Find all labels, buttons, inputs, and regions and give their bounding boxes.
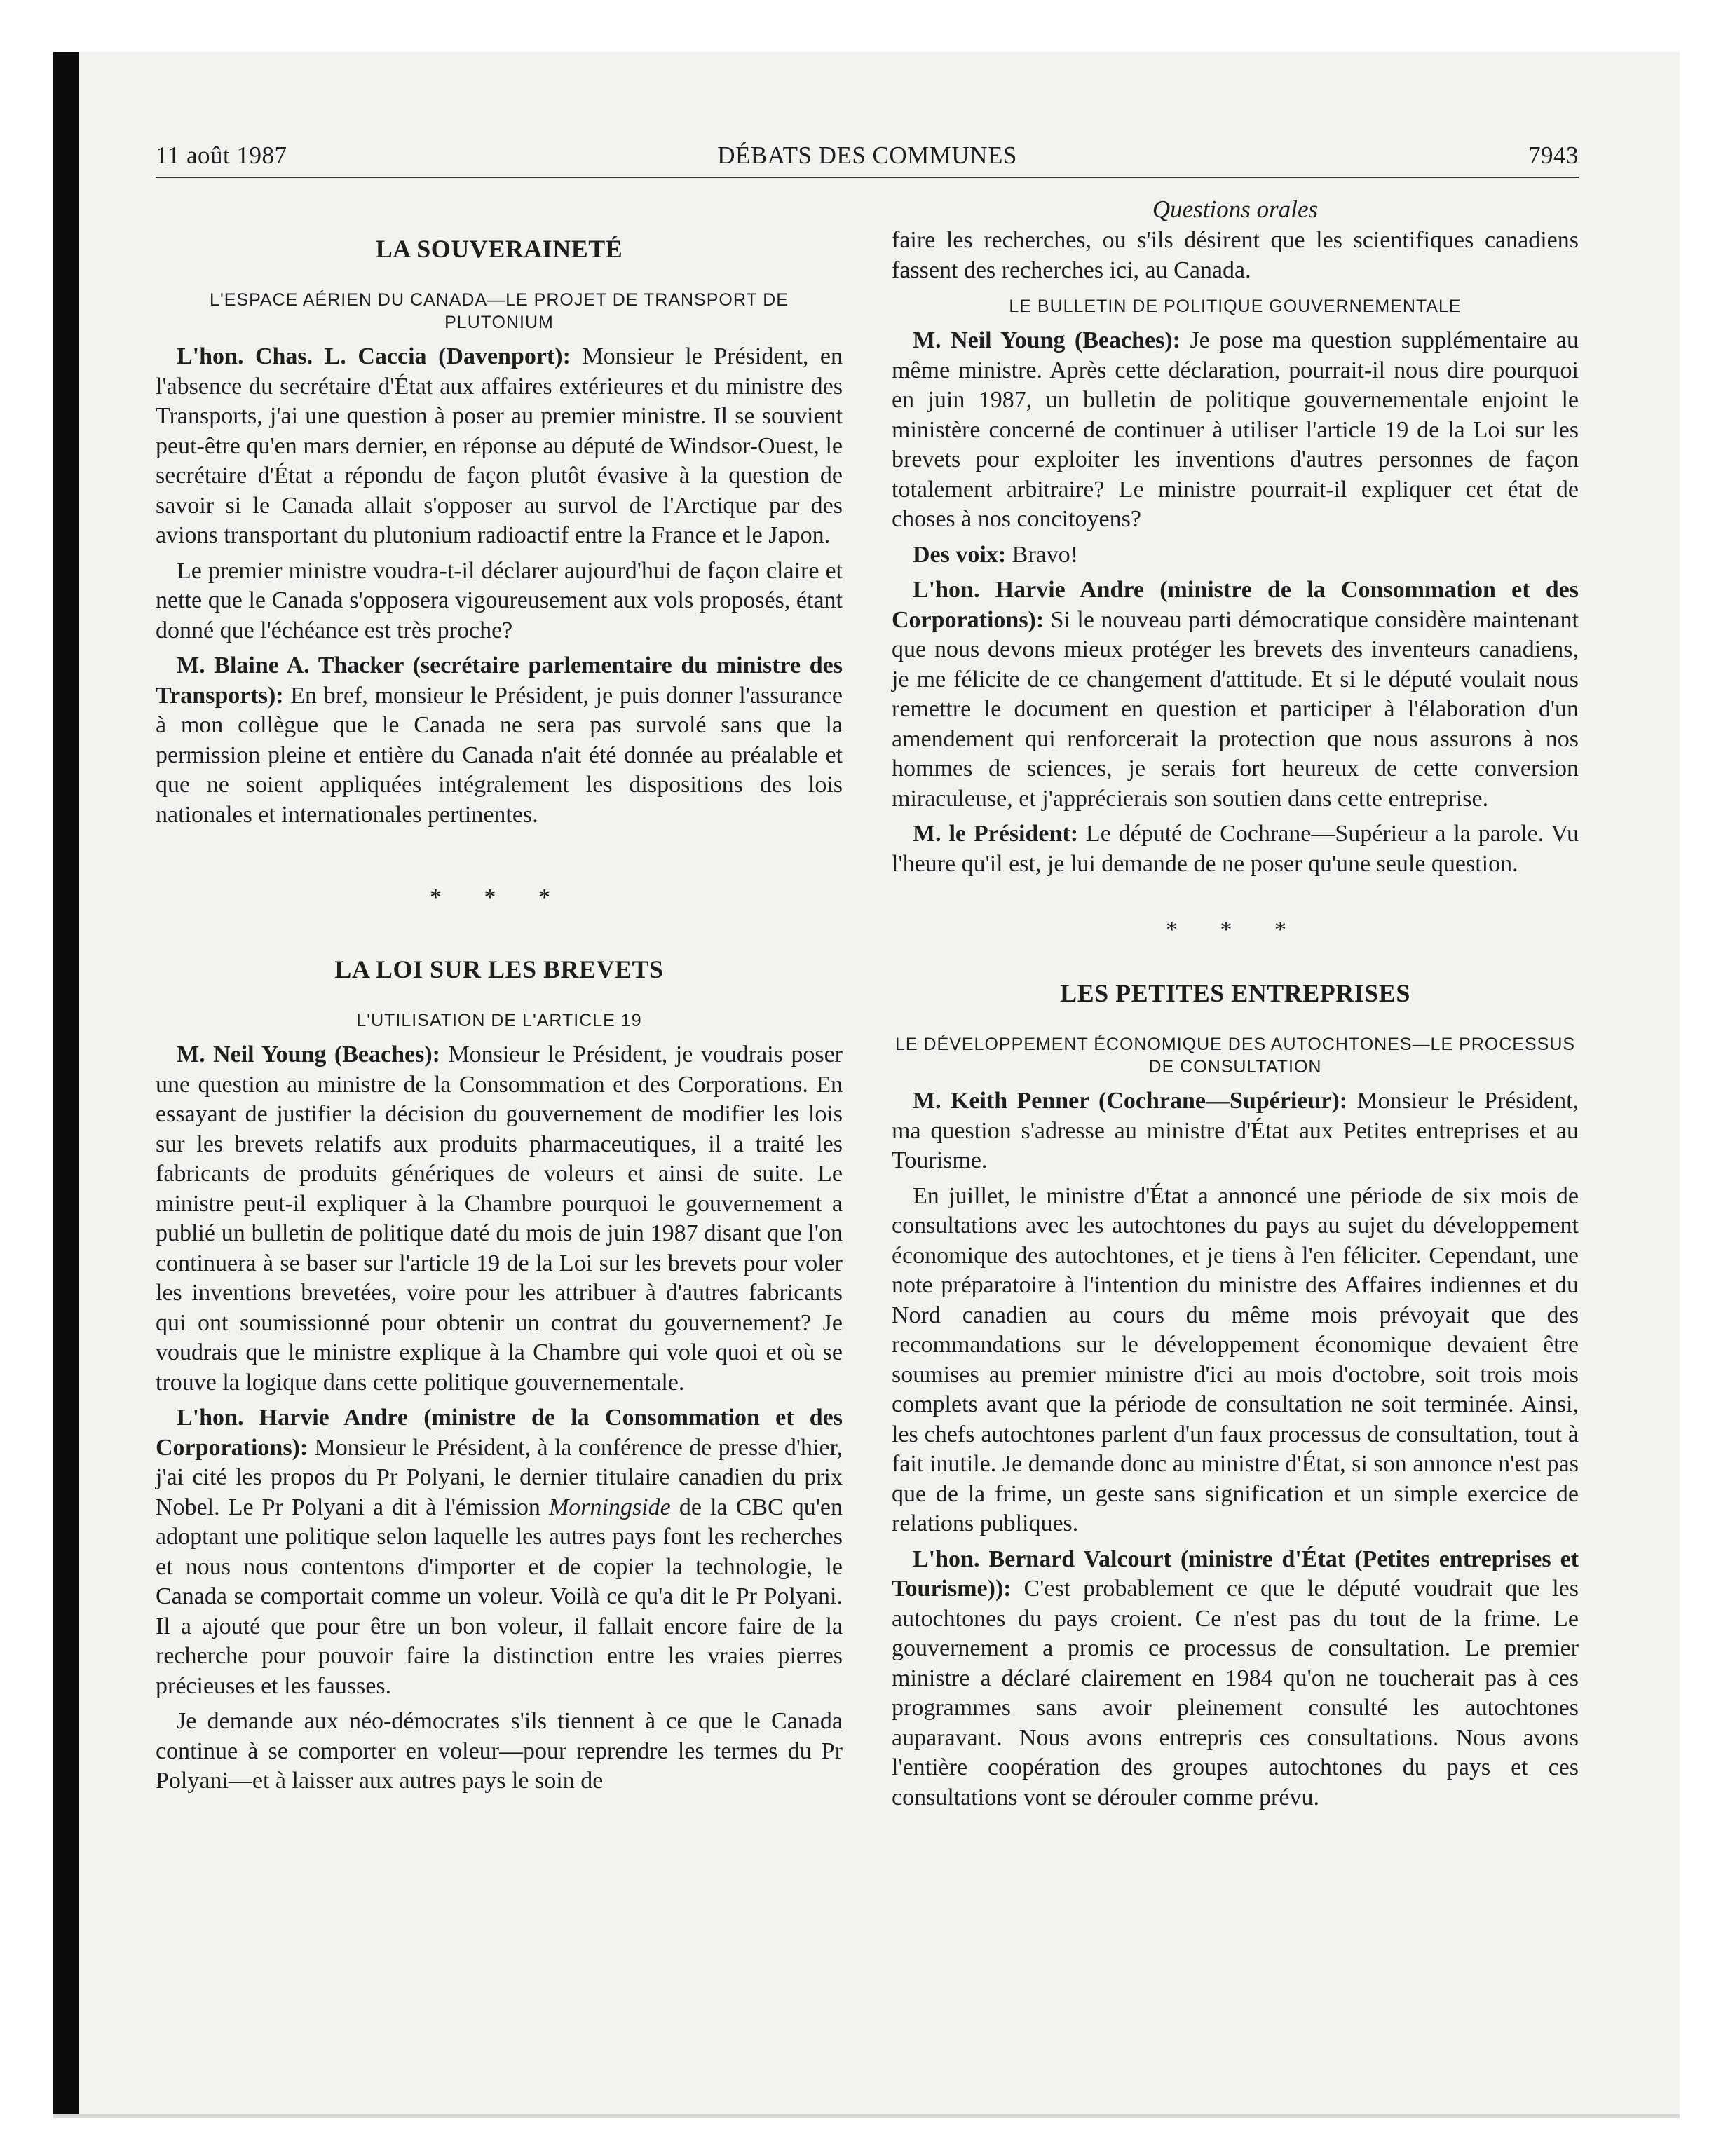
paragraph-juillet [892, 1182, 1579, 1539]
section-title-petites-entreprises: LES PETITES ENTREPRISES [1060, 979, 1410, 1007]
paragraph-text: Le premier ministre voudra-t-il déclarer aujourd'hui de façon claire et nette que le Canada s'opposera vigoureusement aux vols proposés, étant donné que l'échéance est très proche? [156, 557, 843, 643]
paragraph-text: Monsieur le Président, à la conférence de presse d'hier, j'ai cité les propos du Pr Polyani, le dernier titulaire canadien du prix Nobel. Le Pr Polyani a dit à l'émission [156, 1434, 843, 1520]
subtitle-espace-aerien: L'ESPACE AÉRIEN DU CANADA—LE PROJET DE TRANSPORT DE PLUTONIUM [210, 290, 789, 332]
speaker-name: L'hon. Harvie Andre (ministre de la Consommation et des Corporations): [156, 1405, 843, 1461]
speaker-name: M. Neil Young (Beaches): [913, 327, 1181, 353]
paragraph-andre-reponse [892, 575, 1579, 814]
paragraph-text: Je demande aux néo-démocrates s'ils tiennent à ce que le Canada continue à se comporter en voleur—pour reprendre les termes du Pr Polyani—et à laisser aux autres pays le soin de [156, 1708, 843, 1794]
paragraph-text: C'est probablement ce que le député voudrait que les autochtones du pays croient. Ce n'est pas du tout de la frime. Le gouvernement a promis ce processus de consultation. Le premier ministre a déclaré clairement en 1984 qu'on ne toucherait pas à ces programmes sans avoir pleinement consulté les autochtones auparavant. Nous avons entrepris ces consultations. Nous avons l'entière coopération des groupes autochtones du pays et ces consultations vont se dérouler comme prévu. [892, 1576, 1579, 1810]
scan-bottom-edge [53, 2114, 1680, 2118]
speaker-name: M. Keith Penner (Cochrane—Supérieur): [913, 1088, 1348, 1114]
subtitle-developpement: LE DÉVELOPPEMENT ÉCONOMIQUE DES AUTOCHTONES—LE PROCESSUS DE CONSULTATION [894, 1035, 1576, 1077]
paragraph-valcourt [892, 1545, 1579, 1813]
header-title: DÉBATS DES COMMUNES [717, 142, 1017, 169]
paragraph-young [156, 1040, 843, 1398]
program-name: Morningside [548, 1494, 671, 1520]
section-separator: * * * [430, 885, 569, 910]
section-title-brevets: LA LOI SUR LES BREVETS [334, 955, 664, 983]
section-title-souverainete: LA SOUVERAINETÉ [375, 235, 623, 263]
column-header: Questions orales [1152, 196, 1319, 223]
paragraph-neo-democrates [156, 1707, 843, 1796]
speaker-name: L'hon. Harvie Andre (ministre de la Consommation et des Corporations): [892, 577, 1579, 633]
paragraph-caccia [156, 342, 843, 551]
right-column [892, 189, 1579, 1818]
subtitle-bulletin: LE BULLETIN DE POLITIQUE GOUVERNEMENTALE [1009, 296, 1462, 316]
section-separator: * * * [1166, 917, 1305, 943]
speaker-name: L'hon. Chas. L. Caccia (Davenport): [177, 343, 571, 369]
subtitle-article-19: L'UTILISATION DE L'ARTICLE 19 [356, 1011, 642, 1030]
paragraph-text: En bref, monsieur le Président, je puis donner l'assurance à mon collègue que le Canada ne sera pas survolé sans que la permission pleine et entière du Canada n'ait été donnée au préalable et que ne soient appliquées intégralement les dispositions des lois nationales et internationales pertinentes. [156, 682, 843, 828]
paragraph-andre [156, 1403, 843, 1701]
paragraph-premier-ministre [156, 557, 843, 646]
paragraph-text: Monsieur le Président, en l'absence du secrétaire d'État aux affaires extérieures et du ministre des Transports, j'ai une question à poser au premier ministre. Il se souvient peut-être qu'en mars dernier, en réponse au député de Windsor-Ouest, le secrétaire d'État a répondu de façon plutôt évasive à la question de savoir si le Canada allait s'opposer au survol de l'Arctique par des avions transportant du plutonium radioactif entre la France et le Japon. [156, 343, 843, 548]
speaker-name: M. Neil Young (Beaches): [177, 1042, 440, 1067]
paragraph-thacker [156, 651, 843, 830]
paragraph-text: Je pose ma question supplémentaire au même ministre. Après cette déclaration, pourrait-il nous dire pourquoi en juin 1987, un bulletin de politique gouvernementale enjoint le ministère concerné de continuer à utiliser l'article 19 de la Loi sur les brevets pour exploiter les inventions d'autres personnes de façon totalement arbitraire? Le ministre pourrait-il expliquer cet état de choses à nos concitoyens? [892, 327, 1579, 532]
left-column [156, 189, 843, 1802]
speaker-name: L'hon. Bernard Valcourt (ministre d'État (Petites entreprises et Tourisme)): [892, 1546, 1579, 1602]
paragraph-text: de la CBC qu'en adoptant une politique selon laquelle les autres pays font les recherches et nous nous contentons d'importer et de copier la technologie, le Canada se comportait comme un voleur. Voilà ce qu'a dit le Pr Polyani. Il a ajouté que pour être un bon voleur, il fallait encore faire de la recherche pour pouvoir faire la distinction entre les vraies pierres précieuses et les fausses. [156, 1494, 843, 1699]
speaker-name: M. Blaine A. Thacker (secrétaire parlementaire du ministre des Transports): [156, 653, 843, 709]
paragraph-text: Bravo! [1012, 541, 1079, 568]
scan-edge [53, 52, 79, 2114]
paragraph-text: En juillet, le ministre d'État a annoncé une période de six mois de consultations avec les autochtones du pays au sujet du développement économique des autochtones, et je tiens à l'en féliciter. Cependant, une note préparatoire à l'intention du ministre des Affaires indiennes et du Nord canadien au cours du même mois prévoyait que des recommandations sur le développement économique devaient être soumises au premier ministre d'ici au mois d'octobre, soit trois mois complets avant que la période de consultation ne soit terminée. Ainsi, les chefs autochtones parlent d'un faux processus de consultation, tout à fait inutile. Je demande donc au ministre d'État, si son annonce n'est pas que de la frime, un geste sans signification et un simple exercice de relations publiques. [892, 1182, 1579, 1536]
paragraph-president [892, 819, 1579, 879]
paragraph-text: faire les recherches, ou s'ils désirent que les scientifiques canadiens fassent des recherches ici, au Canada. [892, 227, 1579, 283]
running-header [156, 142, 1579, 178]
speaker-name: Des voix: [913, 541, 1007, 568]
paragraph-young-supplementaire [892, 326, 1579, 535]
paragraph-text: Monsieur le Président, je voudrais poser une question au ministre de la Consommation et des Corporations. En essayant de justifier la décision du gouvernement de modifier les lois sur les brevets relatifs aux produits pharmaceutiques, il a traité les fabricants de produits génériques de voleurs et ainsi de suite. Le ministre peut-il expliquer à la Chambre pourquoi le gouvernement a publié un bulletin de politique daté du mois de juin 1987 disant que l'on continuera à se baser sur l'article 19 de la Loi sur les brevets pour voler les inventions brevetées, voire pour les attribuer à d'autres fabricants qui ont soumissionné pour obtenir un contrat du gouvernement? Je voudrais que le ministre explique à la Chambre qui vole quoi et où se trouve la logique dans cette politique gouvernementale. [156, 1042, 843, 1396]
paragraph-penner [892, 1086, 1579, 1176]
paragraph-text: Le député de Cochrane—Supérieur a la parole. Vu l'heure qu'il est, je lui demande de ne poser qu'une seule question. [892, 821, 1579, 877]
paragraph-text: Monsieur le Président, ma question s'adresse au ministre d'État aux Petites entreprises et au Tourisme. [892, 1088, 1579, 1173]
paragraph-text: Si le nouveau parti démocratique considère maintenant que nous devons mieux protéger les brevets des inventeurs canadiens, je me félicite de ce changement d'attitude. Et si le député voulait nous remettre le document en question et participer à l'élaboration d'un amendement qui renforcerait la protection que nous assurons à nos hommes de sciences, je serais fort heureux de cette conversion miraculeuse, et j'apprécierais son soutien dans cette entreprise. [892, 606, 1579, 812]
header-date: 11 août 1987 [156, 142, 287, 169]
speaker-name: M. le Président: [913, 821, 1079, 847]
paragraph-des-voix [892, 540, 1579, 571]
paragraph-continuation [892, 226, 1579, 285]
header-page-number: 7943 [1528, 142, 1579, 169]
